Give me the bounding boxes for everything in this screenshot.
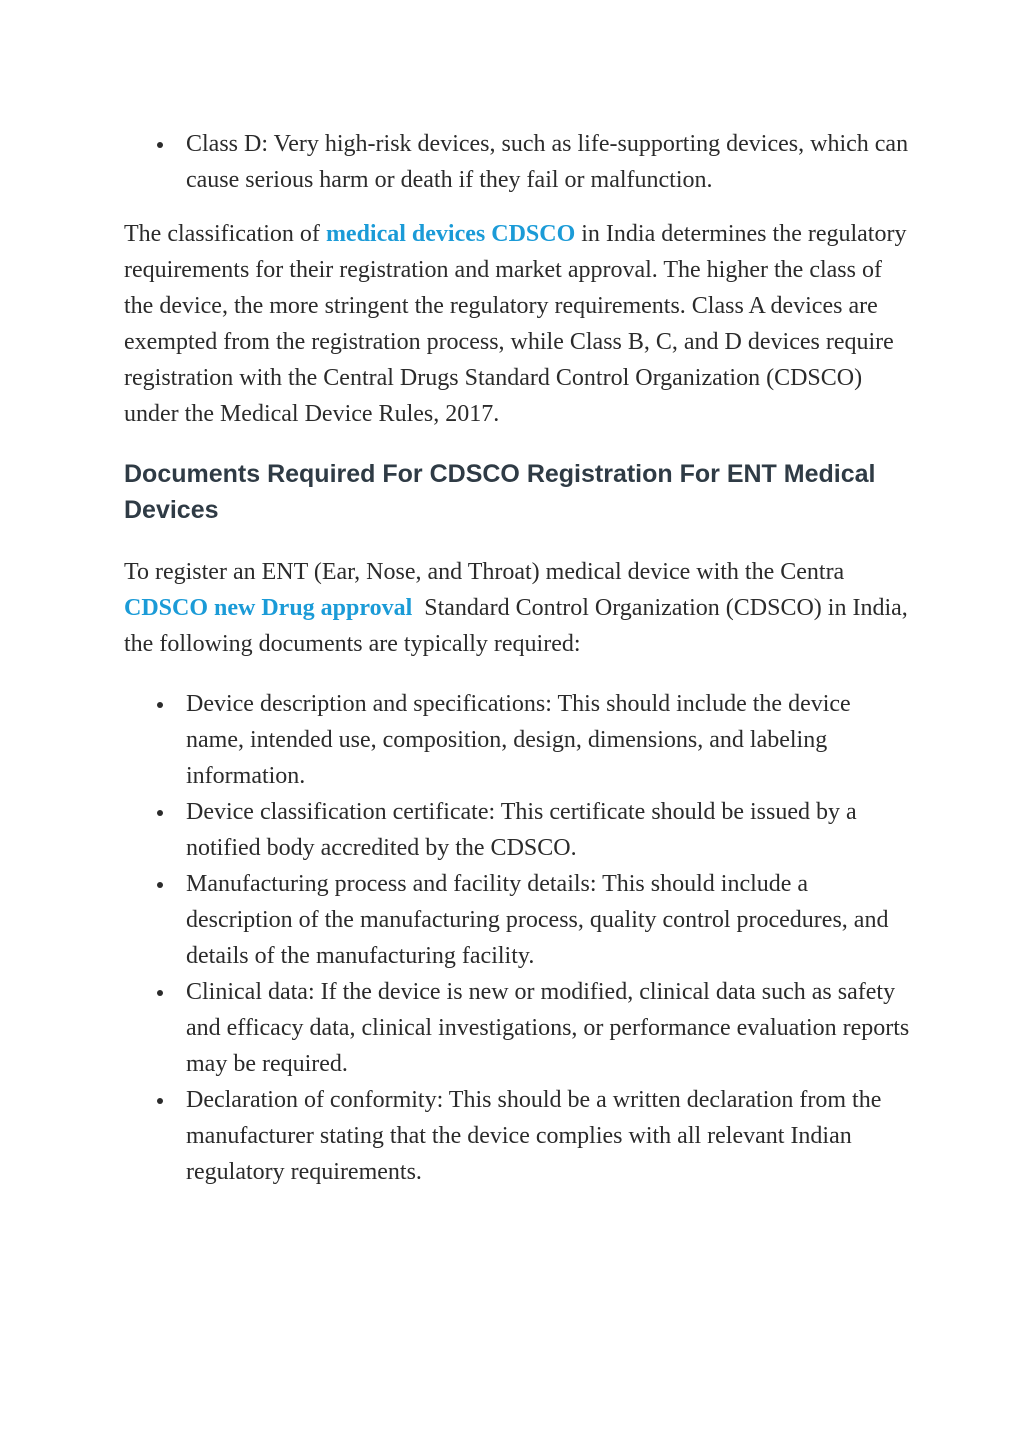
paragraph-text: Standard Control Organization (CDSCO) in India, the following documents are typically required: [124, 595, 914, 657]
bullet-icon [157, 990, 163, 996]
registration-paragraph [124, 554, 914, 662]
document-page [124, 126, 914, 1190]
bullet-icon [157, 882, 163, 888]
bullet-icon [157, 810, 163, 816]
list-item-text: Device description and specifications: This should include the device name, intended use, composition, design, dimensions, and labeling information. [186, 691, 851, 789]
paragraph-text: To register an ENT (Ear, Nose, and Throat) medical device with the Centra [124, 559, 845, 585]
list-item [124, 974, 914, 1082]
bullet-icon [157, 1098, 163, 1104]
section-heading: Documents Required For CDSCO Registration For ENT Medical Devices [124, 460, 876, 524]
paragraph-text: in India determines the regulatory requirements for their registration and market approval. The higher the class of the device, the more stringent the regulatory requirements. Class A devices are exempted from the registration process, while Class B, C, and D devices require registration with the Central Drugs Standard Control Organization (CDSCO) under the Medical Device Rules, 2017. [124, 221, 907, 427]
bullet-icon [157, 142, 163, 148]
bullet-icon [157, 702, 163, 708]
required-documents-list [124, 686, 914, 1190]
classification-paragraph [124, 216, 914, 432]
list-item [124, 866, 914, 974]
medical-devices-cdsco-link[interactable]: medical devices CDSCO [325, 221, 576, 247]
list-item-text: Declaration of conformity: This should be a written declaration from the manufacturer stating that the device complies with all relevant Indian regulatory requirements. [186, 1087, 882, 1185]
paragraph-text: The classification of [124, 221, 326, 247]
device-class-list [124, 126, 914, 198]
list-item [124, 794, 914, 866]
list-item-text: Device classification certificate: This certificate should be issued by a notified body accredited by the CDSCO. [186, 799, 857, 861]
list-item-text: Manufacturing process and facility details: This should include a description of the manufacturing process, quality control procedures, and details of the manufacturing facility. [186, 871, 889, 969]
list-item [124, 126, 914, 198]
list-item-text: Class D: Very high-risk devices, such as life-supporting devices, which can cause serious harm or death if they fail or malfunction. [186, 131, 909, 193]
cdsco-new-drug-approval-link[interactable]: CDSCO new Drug approval [124, 595, 413, 621]
list-item [124, 686, 914, 794]
list-item-text: Clinical data: If the device is new or modified, clinical data such as safety and efficacy data, clinical investigations, or performance evaluation reports may be required. [186, 979, 910, 1077]
list-item [124, 1082, 914, 1190]
